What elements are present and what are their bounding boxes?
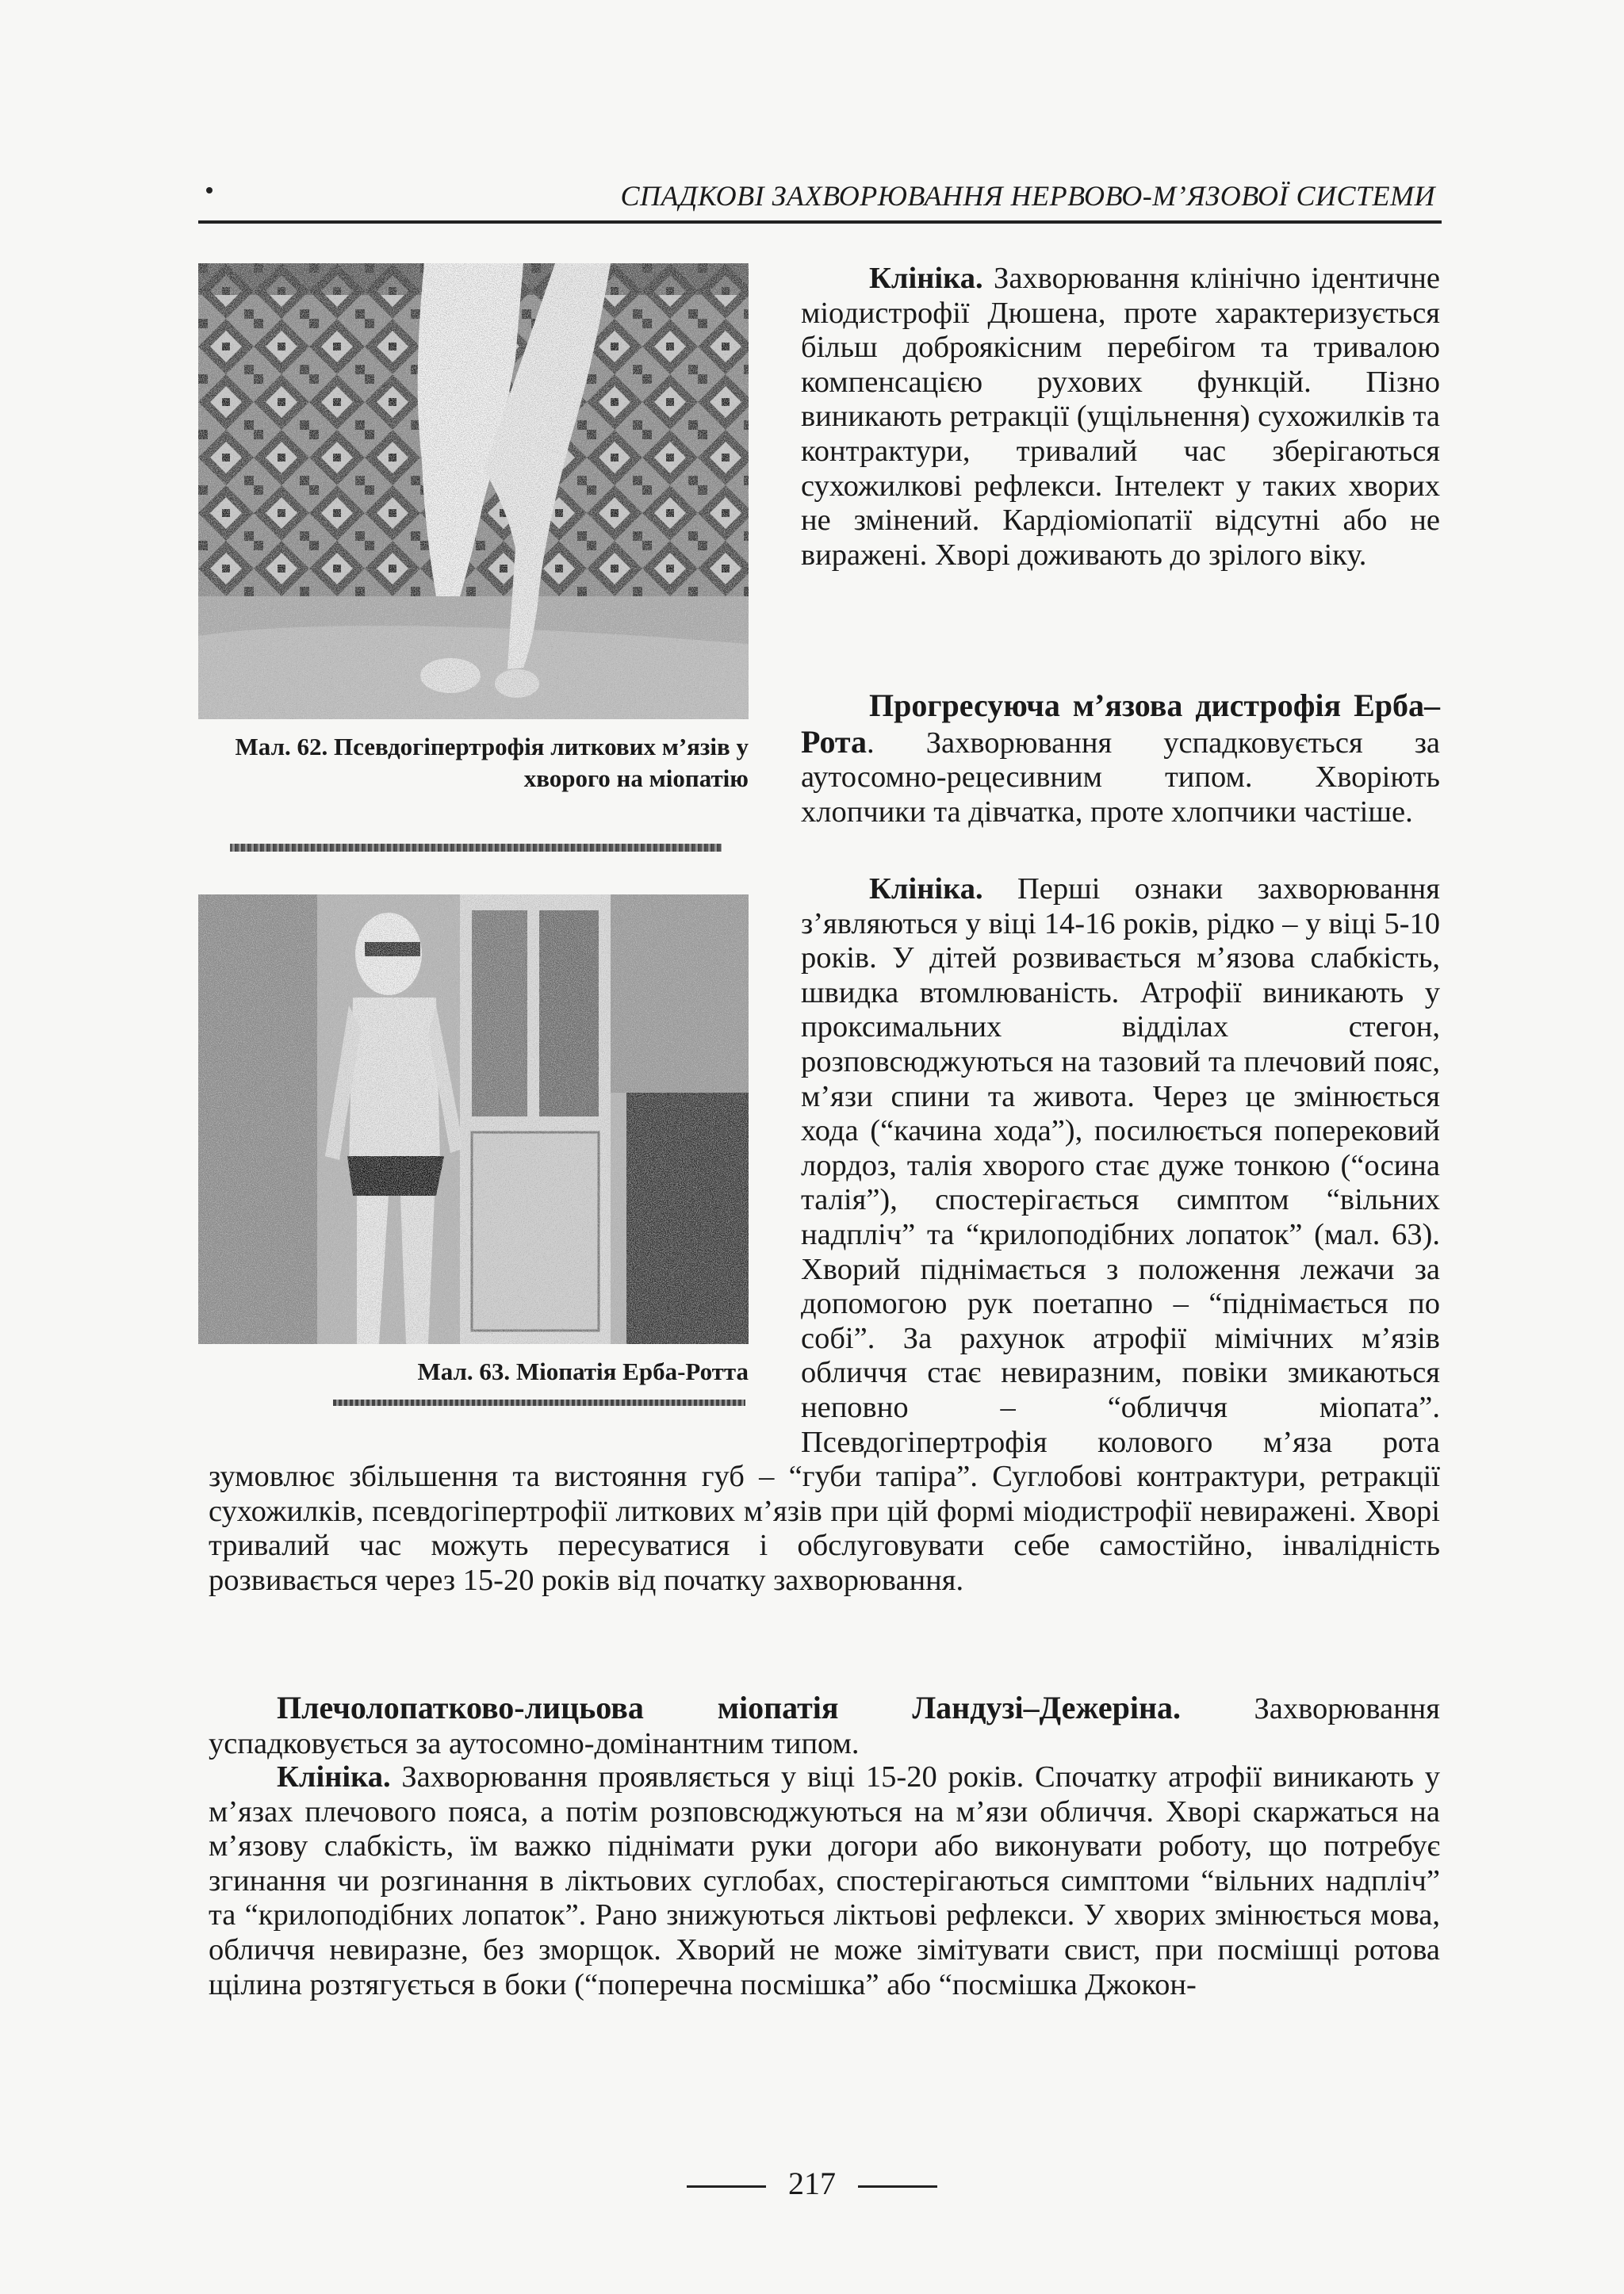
footer-rule-left — [687, 2185, 766, 2188]
paragraph-text: Захворювання клінічно ідентичне міодистрофії Дюшена, проте характеризується більш доброякісним перебігом та тривалою компенсацією рухових функцій. Пізно виникають ретракції (ущільнення) сухожилків та контрактури, тривалий час зберігаються сухожилкові рефлекси. Інтелект у таких хворих не змінений. Кардіоміопатії відсутні або не виражені. Хворі доживають до зрілого віку. — [801, 262, 1440, 572]
legs-photo-illustration — [198, 263, 749, 719]
section-heading-erb-rota: Прогресуюча м’язова дистрофія Ерба–Рота — [801, 687, 1440, 760]
section-heading-landouzy: Плечолопатково-лицьова міопатія Ландузі–Дежеріна. — [277, 1690, 1182, 1725]
paragraph-text: Перші ознаки захворювання з’являються у віці 14-16 років, рідко – у віці 5-10 років. У дітей розвивається м’язова слабкість, швидка втомлюваність. Атрофії виникають у проксимальних відділах стегон, розповсюджуються на тазовий та плечовий пояс, м’язи спини та живота. Через це змінюється хода (“качина хода”), посилюється поперековий лордоз, талія хворого стає дуже тонкою (“осина талія”), спостерігається симптом “вільних надпліч” та “крилоподібних лопаток” (мал. 63). Хворий піднімається з положення лежачи за допомогою рук поетапно – “піднімається по собі”. За рахунок атрофії мімічних м’язів обличчя стає невиразним, повіки змикаються неповно – “обличчя міопата”. Псевдогіпертрофія колового м’яза рота зумовлює збільшення та вистояння губ – “губи тапіра”. Суглобові контрактури, ретракції сухожилків, псевдогіпертрофії литкових м’язів при цій формі міодистрофії невиражені. Хворі тривалий час можуть пересуватися і обслуговувати себе самостійно, інвалідність розвивається через 15-20 років від початку захворювання. — [209, 872, 1440, 1597]
paragraph-clinic-3 — [209, 1760, 1440, 2002]
header-bullet — [206, 187, 213, 193]
paragraph-text: . Захворювання успадковується за аутосомно-рецесивним типом. Хворіють хлопчики та дівчатка, проте хлопчики частіше. — [801, 726, 1440, 829]
paragraph-erb-rota — [801, 688, 1440, 829]
paragraph-landouzy — [209, 1691, 1440, 1761]
page-number-footer — [0, 2165, 1624, 2202]
figure-wrap-spacer — [209, 872, 801, 1426]
running-header-title: СПАДКОВІ ЗАХВОРЮВАННЯ НЕРВОВО-М’ЯЗОВОЇ СИСТЕМИ — [620, 180, 1435, 212]
paragraph-clinic-2-text — [209, 872, 1440, 1598]
figure-62-photo — [198, 263, 749, 719]
scan-artifact-bar — [230, 844, 722, 852]
clinic-label: Клініка. — [869, 872, 983, 906]
clinic-label: Клініка. — [869, 262, 983, 295]
footer-rule-right — [858, 2185, 937, 2188]
page-number: 217 — [788, 2166, 836, 2201]
clinic-label: Клініка. — [277, 1760, 391, 1794]
running-header — [198, 176, 1442, 224]
figure-62 — [198, 263, 749, 810]
paragraph-text: Захворювання успадковується за аутосомно-домінантним типом. — [209, 1692, 1440, 1760]
figure-63-caption: Мал. 63. Міопатія Ерба-Ротта — [417, 1358, 749, 1385]
paragraph-text: Захворювання проявляється у віці 15-20 років. Спочатку атрофії виникають у м’язах плечового пояса, а потім розповсюджуються на м’язи обличчя. Хворі скаржаться на м’язову слабкість, їм важко піднімати руки догори або виконувати роботу, що потребує згинання чи розгинання в ліктьових суглобах, спостерігаються симптоми “вільних надпліч” та “крилоподібних лопаток”. Рано знижуються ліктьові рефлекси. У хворих змінюється мова, обличчя невиразне, без зморщок. Хворий не може зімітувати свист, при посмішці ротова щілина розтягується в боки (“поперечна посмішка” або “посмішка Джокон- — [209, 1760, 1440, 2001]
figure-62-caption: Мал. 62. Псевдогіпертрофія литкових м’язів у хворого на міопатію — [235, 733, 749, 792]
paragraph-clinic-1 — [801, 262, 1440, 573]
